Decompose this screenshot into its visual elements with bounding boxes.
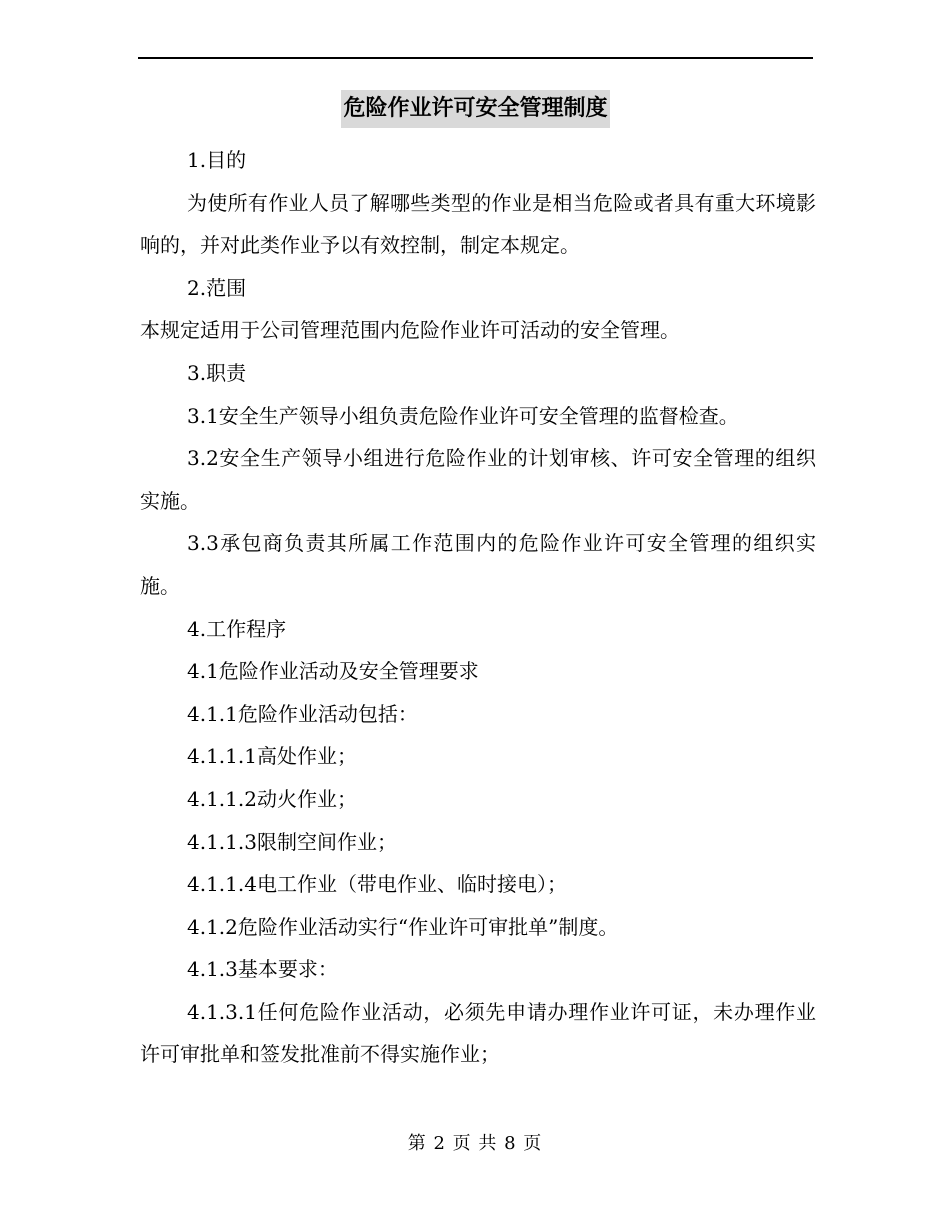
paragraph: 本规定适用于公司管理范围内危险作业许可活动的安全管理。 xyxy=(140,318,680,343)
paragraph: 4.工作程序 xyxy=(187,616,287,641)
page-number-footer: 第 2 页 共 8 页 xyxy=(407,1133,543,1154)
paragraph: 3.1安全生产领导小组负责危险作业许可安全管理的监督检查。 xyxy=(187,403,739,428)
paragraph: 为使所有作业人员了解哪些类型的作业是相当危险或者具有重大环境影响的，并对此类作业予以有效控制，制定本规定。 xyxy=(140,190,816,258)
paragraph: 4.1.3.1任何危险作业活动，必须先申请办理作业许可证，未办理作业许可审批单和签发批准前不得实施作业； xyxy=(140,999,816,1067)
paragraph: 4.1.3基本要求： xyxy=(187,957,338,982)
paragraph: 4.1.1.3限制空间作业； xyxy=(187,829,397,854)
title-container xyxy=(138,90,813,128)
paragraph: 4.1危险作业活动及安全管理要求 xyxy=(187,659,479,684)
document-title: 危险作业许可安全管理制度 xyxy=(341,90,609,128)
document-body xyxy=(140,139,816,1076)
header-rule xyxy=(138,57,813,59)
paragraph: 4.1.1.1高处作业； xyxy=(187,744,357,769)
paragraph: 3.3承包商负责其所属工作范围内的危险作业许可安全管理的组织实施。 xyxy=(140,531,816,598)
paragraph: 4.1.1.4电工作业（带电作业、临时接电）； xyxy=(187,872,567,897)
paragraph: 4.1.2危险作业活动实行“作业许可审批单”制度。 xyxy=(187,914,619,939)
paragraph: 3.职责 xyxy=(187,360,247,385)
paragraph: 3.2安全生产领导小组进行危险作业的计划审核、许可安全管理的组织实施。 xyxy=(140,446,816,513)
paragraph: 2.范围 xyxy=(187,275,247,300)
paragraph: 1.目的 xyxy=(187,148,247,172)
paragraph: 4.1.1危险作业活动包括： xyxy=(187,701,418,726)
paragraph: 4.1.1.2动火作业； xyxy=(187,786,357,811)
